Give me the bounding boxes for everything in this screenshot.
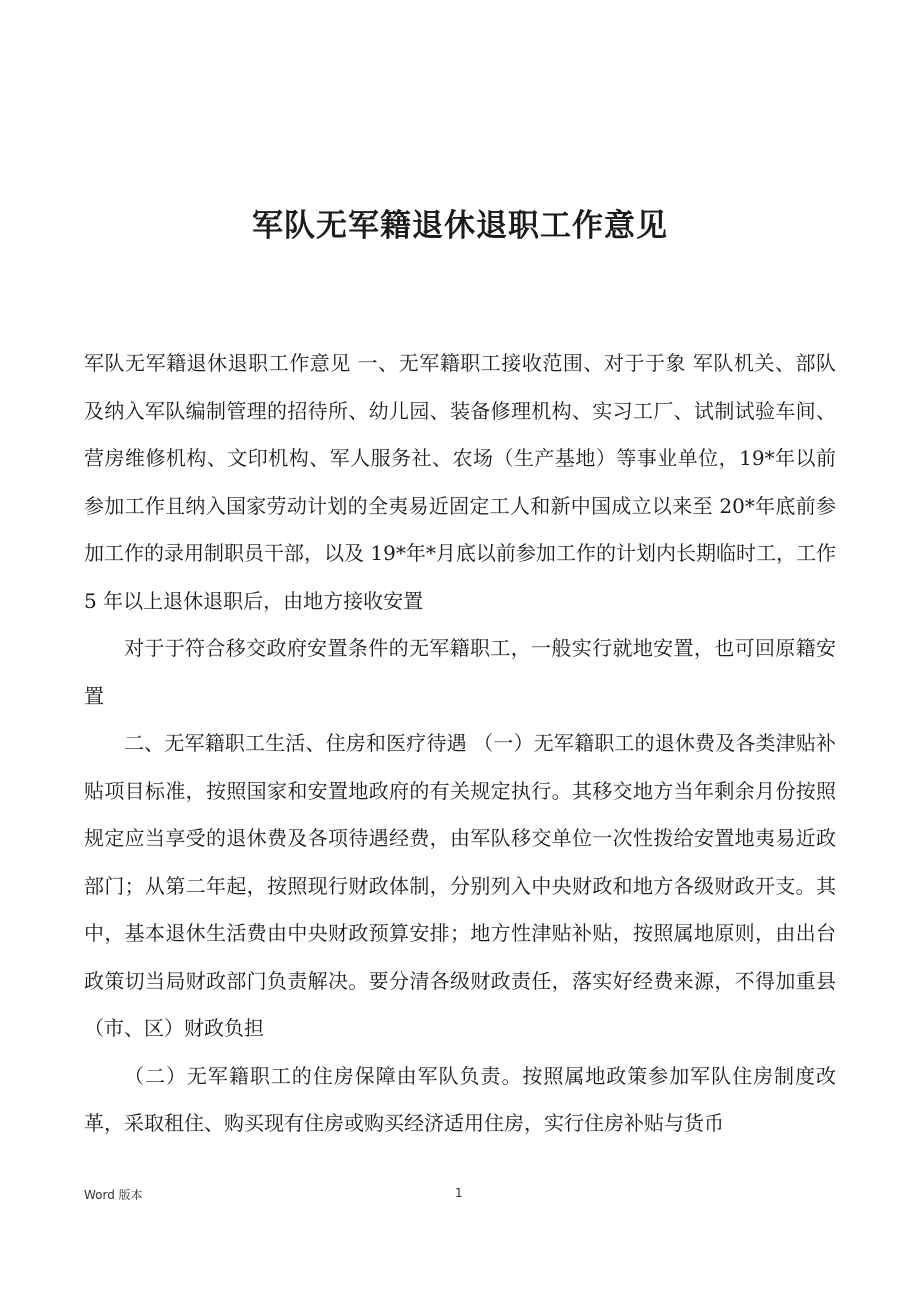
document-title: 军队无军籍退休退职工作意见 bbox=[252, 208, 668, 244]
document-body bbox=[84, 340, 836, 1148]
paragraph-2: 对于于符合移交政府安置条件的无军籍职工，一般实行就地安置，也可回原籍安置 bbox=[84, 636, 836, 708]
paragraph-1: 军队无军籍退休退职工作意见 一、无军籍职工接收范围、对于于象 军队机关、部队及纳入军队编制管理的招待所、幼儿园、装备修理机构、实习工厂、试制试验车间、营房维修机构、文印机构、军人服务社、农场（生产基地）等事业单位，19*年以前参加工作且纳入国家劳动计划的全夷易近固定工人和新中国成立以来至 20*年底前参加工作的录用制职员干部，以及 19*年*月底以前参加工作的计划内长期临时工，工作 5 年以上退休退职后，由地方接收安置 bbox=[84, 351, 836, 613]
paragraph-4: （二）无军籍职工的住房保障由军队负责。按照属地政策参加军队住房制度改革，采取租住、购买现有住房或购买经济适用住房，实行住房补贴与货币 bbox=[84, 1063, 836, 1135]
footer-page-number: 1 bbox=[455, 1186, 463, 1200]
footer-version-label: Word 版本 bbox=[84, 1188, 143, 1202]
paragraph-3: 二、无军籍职工生活、住房和医疗待遇 （一）无军籍职工的退休费及各类津贴补贴项目标准，按照国家和安置地政府的有关规定执行。其移交地方当年剩余月份按照规定应当享受的退休费及各项待遇经费，由军队移交单位一次性拨给安置地夷易近政部门；从第二年起，按照现行财政体制，分别列入中央财政和地方各级财政开支。其中，基本退休生活费由中央财政预算安排；地方性津贴补贴，按照属地原则，由出台政策切当局财政部门负责解决。要分清各级财政责任，落实好经费来源，不得加重县（市、区）财政负担 bbox=[84, 731, 836, 1040]
